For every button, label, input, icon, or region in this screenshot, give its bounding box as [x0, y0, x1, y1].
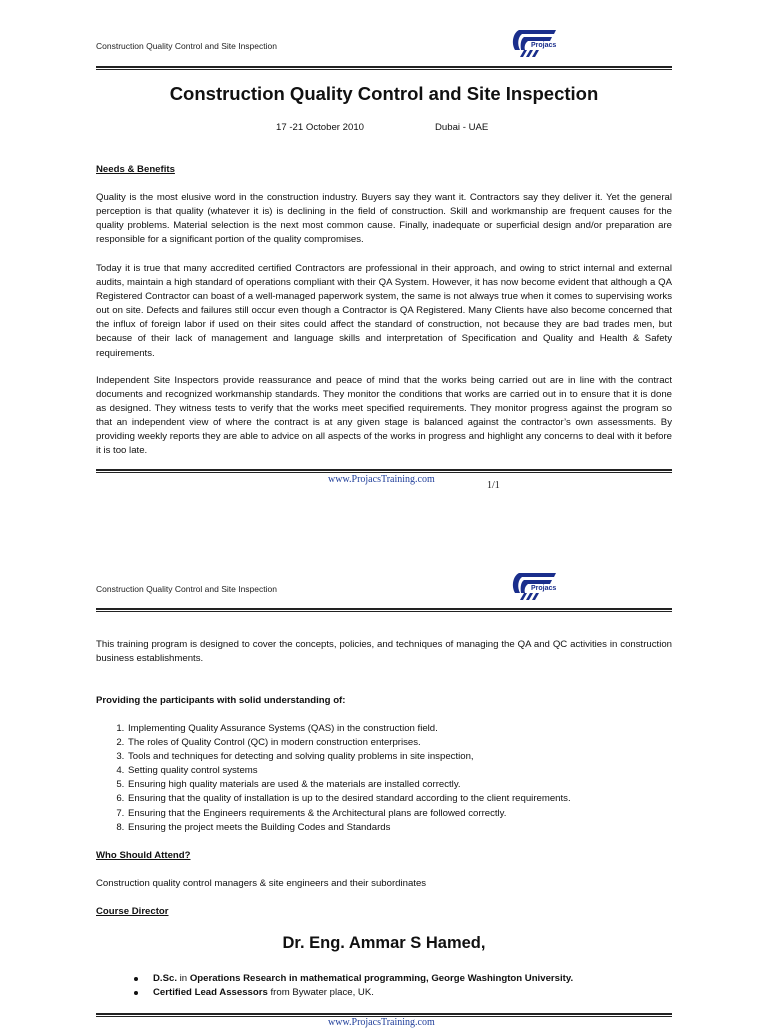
list-item: 5. Ensuring high quality materials are used & the materials are installed correctly.: [127, 778, 687, 792]
projacs-logo: [510, 26, 560, 60]
paragraph-site-inspectors: Independent Site Inspectors provide reassurance and peace of mind that the works being carried out are in line with the contract documents and recognized workmanship standards. They monitor the conditions that works are carried out in to ensure that it is done as designed. They witness tests to verify that the works meet specified requirements. They monitor progress against the program so that an independent view of where the contract is at any given stage is balanced against the contractor’s own assessments. By providing weekly reports they are able to advice on all aspects of the works in progress and highlight any concerns to deal with it before it is too late.: [96, 375, 672, 457]
document-title: Construction Quality Control and Site Inspection: [169, 83, 599, 104]
header-rule: [96, 608, 672, 610]
list-item: 6. Ensuring that the quality of installation is up to the desired standard according to the client requirements.: [127, 792, 687, 806]
list-item: 8. Ensuring the project meets the Building Codes and Standards: [127, 821, 687, 835]
list-item: D.Sc. in Operations Research in mathematical programming, George Washington University.: [153, 972, 713, 986]
participants-heading: Providing the participants with solid understanding of:: [96, 695, 346, 706]
svg-text:Projacs: Projacs: [531, 42, 557, 49]
running-header-title: Construction Quality Control and Site Inspection: [96, 41, 277, 51]
list-item: 1. Implementing Quality Assurance Systems (QAS) in the construction field.: [127, 722, 687, 736]
intro-paragraph: This training program is designed to cover the concepts, policies, and techniques of managing the QA and QC activities in construction business establishments.: [96, 639, 672, 665]
header-rule: [96, 66, 672, 68]
list-item: 4. Setting quality control systems: [127, 764, 687, 778]
page-number: 1/1: [487, 480, 500, 491]
projacs-logo: [510, 569, 560, 603]
footer-rule: [96, 469, 672, 471]
paragraph-quality: Quality is the most elusive word in the construction industry. Buyers say they want it. Contractors say they deliver it. Yet the general perception is that quality (whatever it is) is declining in the field of construction. Skill and workmanship are frequent causes for the quality problems. Material selection is the next most common cause. Finally, inadequate or superficial design and/or preparation are responsible for a significant portion of the quality compromises.: [96, 192, 672, 246]
course-location: Dubai - UAE: [435, 122, 489, 133]
who-should-attend-heading: Who Should Attend?: [96, 850, 191, 861]
director-name: Dr. Eng. Ammar S Hamed,: [282, 934, 486, 952]
who-should-attend-text: Construction quality control managers & site engineers and their subordinates: [96, 878, 427, 889]
qualifications-list: [96, 972, 713, 1000]
objectives-list: [96, 722, 687, 835]
course-director-heading: Course Director: [96, 906, 169, 917]
footer-website-link[interactable]: www.ProjacsTraining.com: [328, 474, 435, 485]
list-item: 3. Tools and techniques for detecting and solving quality problems in site inspection,: [127, 750, 687, 764]
footer-website-link[interactable]: www.ProjacsTraining.com: [328, 1017, 435, 1028]
section-heading-needs-benefits: Needs & Benefits: [96, 164, 175, 175]
running-header-title: Construction Quality Control and Site Inspection: [96, 584, 277, 594]
svg-text:Projacs: Projacs: [531, 585, 557, 592]
list-item: 2. The roles of Quality Control (QC) in modern construction enterprises.: [127, 736, 687, 750]
footer-rule: [96, 1013, 672, 1015]
course-date: 17 -21 October 2010: [276, 122, 365, 133]
paragraph-contractors: Today it is true that many accredited certified Contractors are professional in their approach, and owing to strict internal and external audits, maintain a high standard of operations compliant with their QA System. However, it has now become evident that although a QA Registered Contractor can boast of a well-managed paperwork system, the same is not always true when it comes to supervising works out on site. Defects and failures still occur even though a Contractor is QA Registered. Many Clients have also become concerned that the influx of foreign labor if used on their sites could affect the standard of construction, not because they are bad trades men, but because of their lack of management and language skills and interpretation of Specification and Quality and Health & Safety requirements.: [96, 263, 672, 359]
list-item: 7. Ensuring that the Engineers requirements & the Architectural plans are followed correctly.: [127, 807, 687, 821]
list-item: Certified Lead Assessors from Bywater place, UK.: [153, 986, 713, 1000]
